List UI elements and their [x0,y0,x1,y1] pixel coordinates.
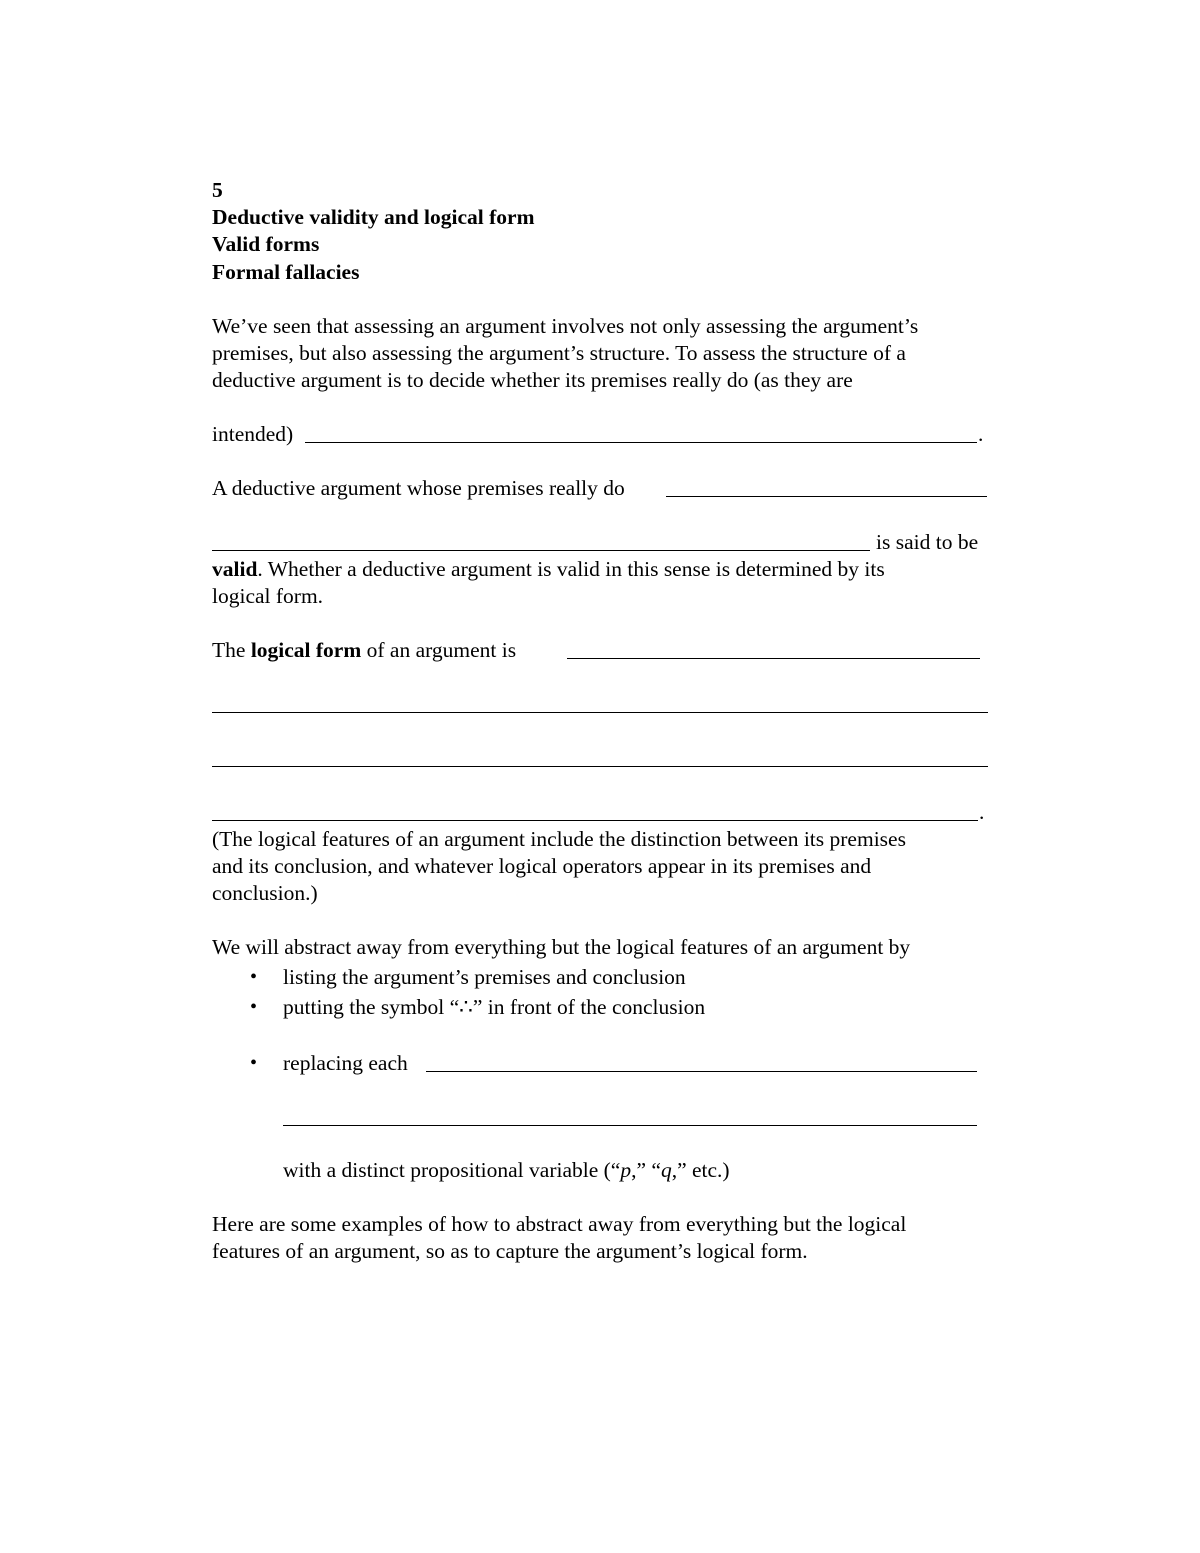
logical-form-term: logical form [250,638,362,662]
logical-form-prefix: The [212,638,251,662]
section-subtitle-valid-forms: Valid forms [212,232,320,256]
blank-line-premises [666,496,987,497]
logical-form-sentence [212,637,516,664]
blank-line-intended [305,442,977,443]
bullet-marker: • [250,966,258,988]
list-item: replacing each [283,1051,408,1075]
list-item: listing the argument’s premises and conclusion [283,965,686,989]
blank-line-logical-form-4 [212,820,978,821]
blank-line-logical-form-2 [212,712,988,713]
validity-sentence-rest: . Whether a deductive argument is valid in this sense is determined by its [257,557,885,581]
features-line: conclusion.) [212,881,318,905]
intended-label: intended) [212,422,294,446]
logical-form-suffix: of an argument is [361,638,517,662]
blank-line-logical-form-3 [212,766,988,767]
variable-separator: ,” “ [631,1158,661,1182]
variable-line-suffix: ,” etc.) [671,1158,730,1182]
validity-line: A deductive argument whose premises really do [212,476,625,500]
blank-line-replacing-2 [283,1125,977,1126]
blank-line-premises-continued [212,550,870,551]
variable-line-prefix: with a distinct propositional variable (“ [283,1158,621,1182]
intended-period: . [978,422,984,446]
intro-line: premises, but also assessing the argument’s structure. To assess the structure of a [212,341,906,365]
variable-line [283,1157,730,1184]
section-subtitle-formal-fallacies: Formal fallacies [212,260,360,284]
examples-line: Here are some examples of how to abstract away from everything but the logical [212,1212,907,1236]
valid-term: valid [212,557,258,581]
abstraction-intro: We will abstract away from everything but the logical features of an argument by [212,935,911,959]
intro-line: deductive argument is to decide whether its premises really do (as they are [212,368,853,392]
validity-sentence [212,556,885,583]
list-item: putting the symbol “∴” in front of the conclusion [283,995,706,1019]
said-to-be-label: is said to be [876,530,979,554]
section-number: 5 [212,178,223,202]
bullet-marker: • [250,1052,258,1074]
validity-line: logical form. [212,584,324,608]
examples-line: features of an argument, so as to capture the argument’s logical form. [212,1239,808,1263]
logical-form-period: . [979,800,985,824]
intro-line: We’ve seen that assessing an argument involves not only assessing the argument’s [212,314,919,338]
section-title: Deductive validity and logical form [212,205,535,229]
blank-line-replacing [426,1071,977,1072]
bullet-marker: • [250,996,258,1018]
features-line: (The logical features of an argument include the distinction between its premises [212,827,906,851]
variable-p: p [620,1158,632,1182]
blank-line-logical-form [567,658,980,659]
features-line: and its conclusion, and whatever logical operators appear in its premises and [212,854,872,878]
variable-q: q [660,1158,672,1182]
